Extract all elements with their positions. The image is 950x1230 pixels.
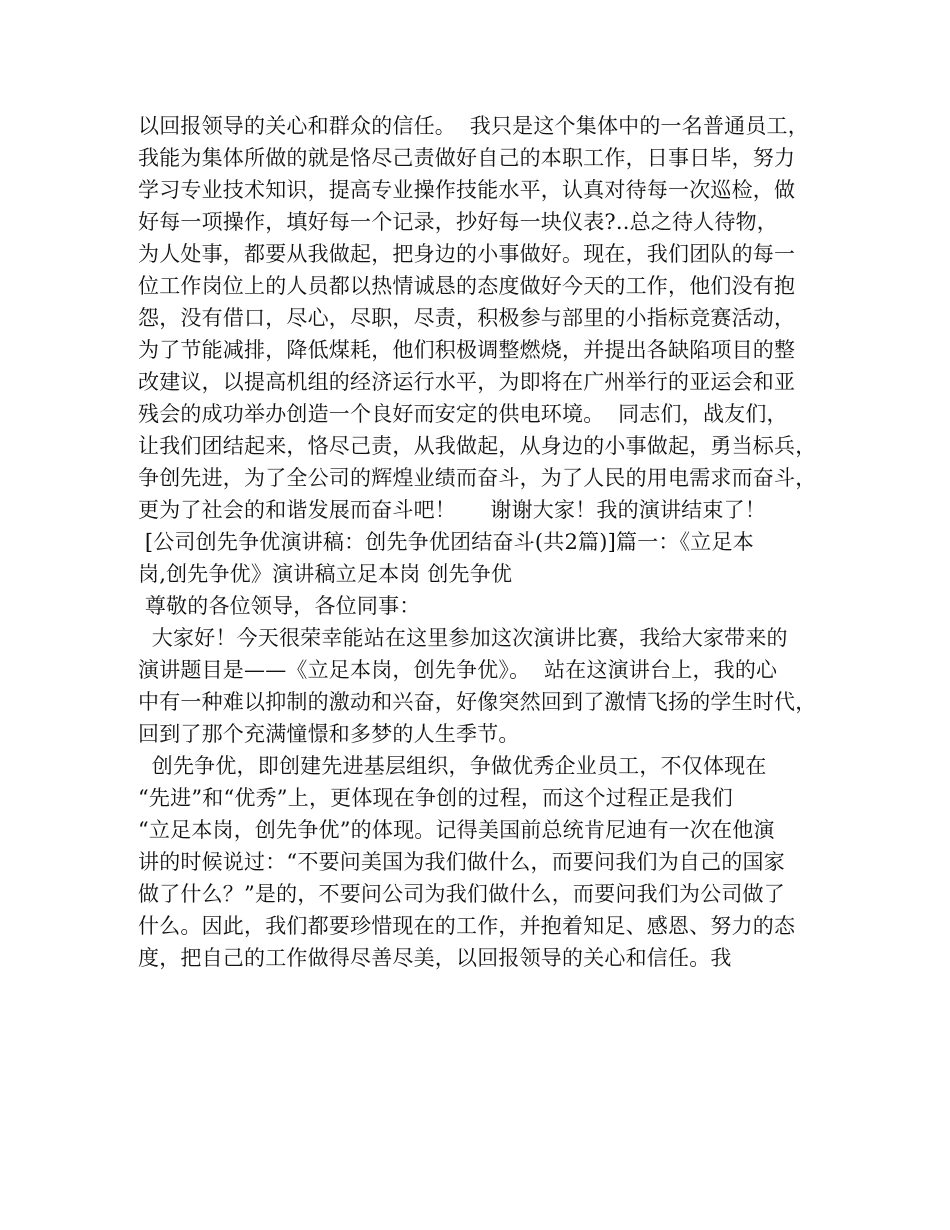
text-line: 做了什么？”是的，不要问公司为我们做什么，而要问我们为公司做了 <box>138 882 785 906</box>
text-line: 怨，没有借口，尽心，尽职，尽责，积极参与部里的小指标竞赛活动， <box>138 306 796 330</box>
section-heading-line: [公司创先争优演讲稿：创先争优团结奋斗(共2篇)]篇一：《立足本 <box>138 530 754 554</box>
text-line: 为人处事，都要从我做起，把身边的小事做好。现在，我们团队的每一 <box>138 242 796 266</box>
document-body <box>138 110 838 974</box>
text-line: 学习专业技术知识，提高专业操作技能水平，认真对待每一次巡检，做 <box>138 178 796 202</box>
text-line: 争创先进，为了全公司的辉煌业绩而奋斗，为了人民的用电需求而奋斗， <box>138 466 817 490</box>
text-line: “先进”和“优秀”上，更体现在争创的过程，而这个过程正是我们 <box>138 786 733 810</box>
text-line: 创先争优，即创建先进基层组织，争做优秀企业员工，不仅体现在 <box>138 754 767 778</box>
text-line: 讲的时候说过：“不要问美国为我们做什么，而要问我们为自己的国家 <box>138 850 785 874</box>
text-line: 回到了那个充满憧憬和多梦的人生季节。 <box>138 722 520 746</box>
text-line: 为了节能减排，降低煤耗，他们积极调整燃烧，并提出各缺陷项目的整 <box>138 338 796 362</box>
text-line: 让我们团结起来，恪尽己责，从我做起，从身边的小事做起，勇当标兵， <box>138 434 817 458</box>
text-line: 度，把自己的工作做得尽善尽美，以回报领导的关心和信任。我 <box>138 946 732 970</box>
text-line: 改建议，以提高机组的经济运行水平，为即将在广州举行的亚运会和亚 <box>138 370 796 394</box>
text-line: 中有一种难以抑制的激动和兴奋，好像突然回到了激情飞扬的学生时代， <box>138 690 817 714</box>
text-line: 我能为集体所做的就是恪尽己责做好自己的本职工作，日事日毕，努力 <box>138 146 796 170</box>
section-heading-line: 岗,创先争优》演讲稿立足本岗 创先争优 <box>138 562 513 586</box>
text-line: 好每一项操作，填好每一个记录，抄好每一块仪表?..总之待人待物， <box>138 210 779 234</box>
text-line: 更为了社会的和谐发展而奋斗吧！ 谢谢大家！我的演讲结束了！ <box>138 498 766 522</box>
text-line: 以回报领导的关心和群众的信任。 我只是这个集体中的一名普通员工， <box>138 114 809 138</box>
text-line: 位工作岗位上的人员都以热情诚恳的态度做好今天的工作，他们没有抱 <box>138 274 796 298</box>
text-line: 残会的成功举办创造一个良好而安定的供电环境。 同志们，战友们， <box>138 402 788 426</box>
text-line: 大家好！今天很荣幸能站在这里参加这次演讲比赛，我给大家带来的 <box>138 626 788 650</box>
text-line: 演讲题目是——《立足本岗，创先争优》。 站在这演讲台上，我的心 <box>138 658 778 682</box>
salutation-line: 尊敬的各位领导，各位同事： <box>138 594 421 618</box>
text-line: 什么。因此，我们都要珍惜现在的工作，并抱着知足、感恩、努力的态 <box>138 914 796 938</box>
text-line: “立足本岗，创先争优”的体现。记得美国前总统肯尼迪有一次在他演 <box>138 818 775 842</box>
